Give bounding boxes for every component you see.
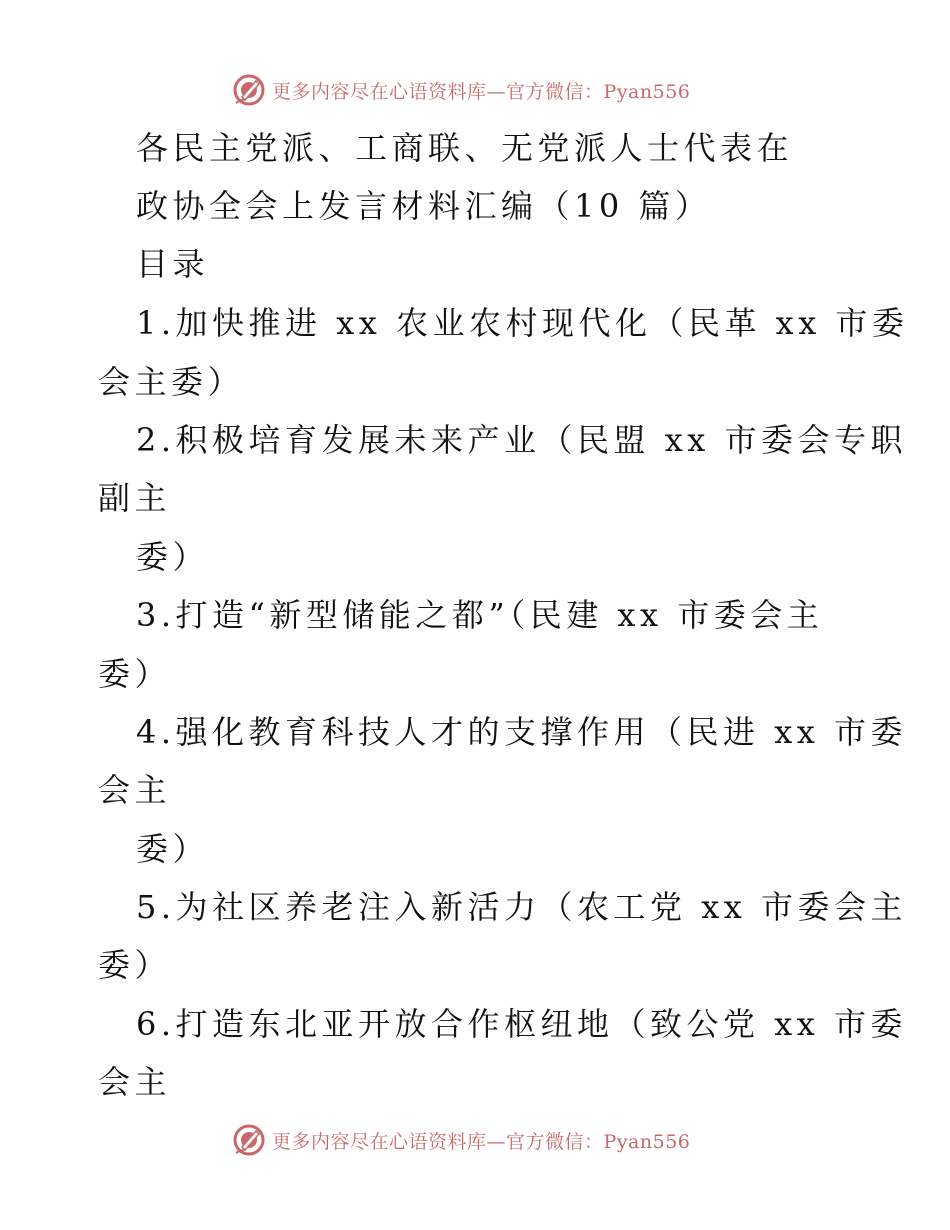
watermark-separator: —: [486, 1130, 507, 1153]
toc-item-3: 3.打造“新型储能之都”（民建 xx 市委会主: [136, 596, 824, 634]
toc-heading: 目录: [136, 245, 210, 283]
toc-item-6: 6.打造东北亚开放合作枢纽地（致公党 xx 市委: [136, 1005, 907, 1043]
watermark-separator: —: [486, 80, 507, 103]
watermark-contact-label: 官方微信：: [506, 1130, 604, 1153]
watermark-title: 更多内容尽在心语资料库: [272, 1130, 487, 1153]
watermark-text: [272, 77, 690, 104]
toc-item-3-cont: 委）: [98, 655, 172, 693]
toc-item-2: 2.积极培育发展未来产业（民盟 xx 市委会专职: [136, 421, 907, 459]
toc-item-4: 4.强化教育科技人才的支撑作用（民进 xx 市委: [136, 713, 907, 751]
toc-item-2-cont: 副主: [98, 479, 172, 517]
document-title-line-1: 各民主党派、工商联、无党派人士代表在: [136, 129, 794, 167]
watermark-banner-top: [232, 72, 752, 108]
watermark-text: [272, 1127, 690, 1154]
pen-logo-icon: [232, 1123, 266, 1157]
toc-item-6-cont: 会主: [98, 1063, 172, 1101]
watermark-account: Pyan556: [603, 80, 691, 103]
toc-item-2-cont-2: 委）: [136, 538, 210, 576]
document-title-line-2: 政协全会上发言材料汇编（10 篇）: [136, 187, 712, 225]
toc-item-1-cont: 会主委）: [98, 363, 245, 401]
watermark-contact-label: 官方微信：: [506, 80, 604, 103]
pen-logo-icon: [232, 73, 266, 107]
watermark-title: 更多内容尽在心语资料库: [272, 80, 487, 103]
toc-item-1: 1.加快推进 xx 农业农村现代化（民革 xx 市委: [136, 304, 909, 342]
watermark-account: Pyan556: [603, 1130, 691, 1153]
toc-item-5: 5.为社区养老注入新活力（农工党 xx 市委会主: [136, 888, 907, 926]
toc-item-5-cont: 委）: [98, 946, 172, 984]
watermark-banner-bottom: [232, 1122, 752, 1158]
toc-item-4-cont-2: 委）: [136, 830, 210, 868]
toc-item-4-cont: 会主: [98, 771, 172, 809]
